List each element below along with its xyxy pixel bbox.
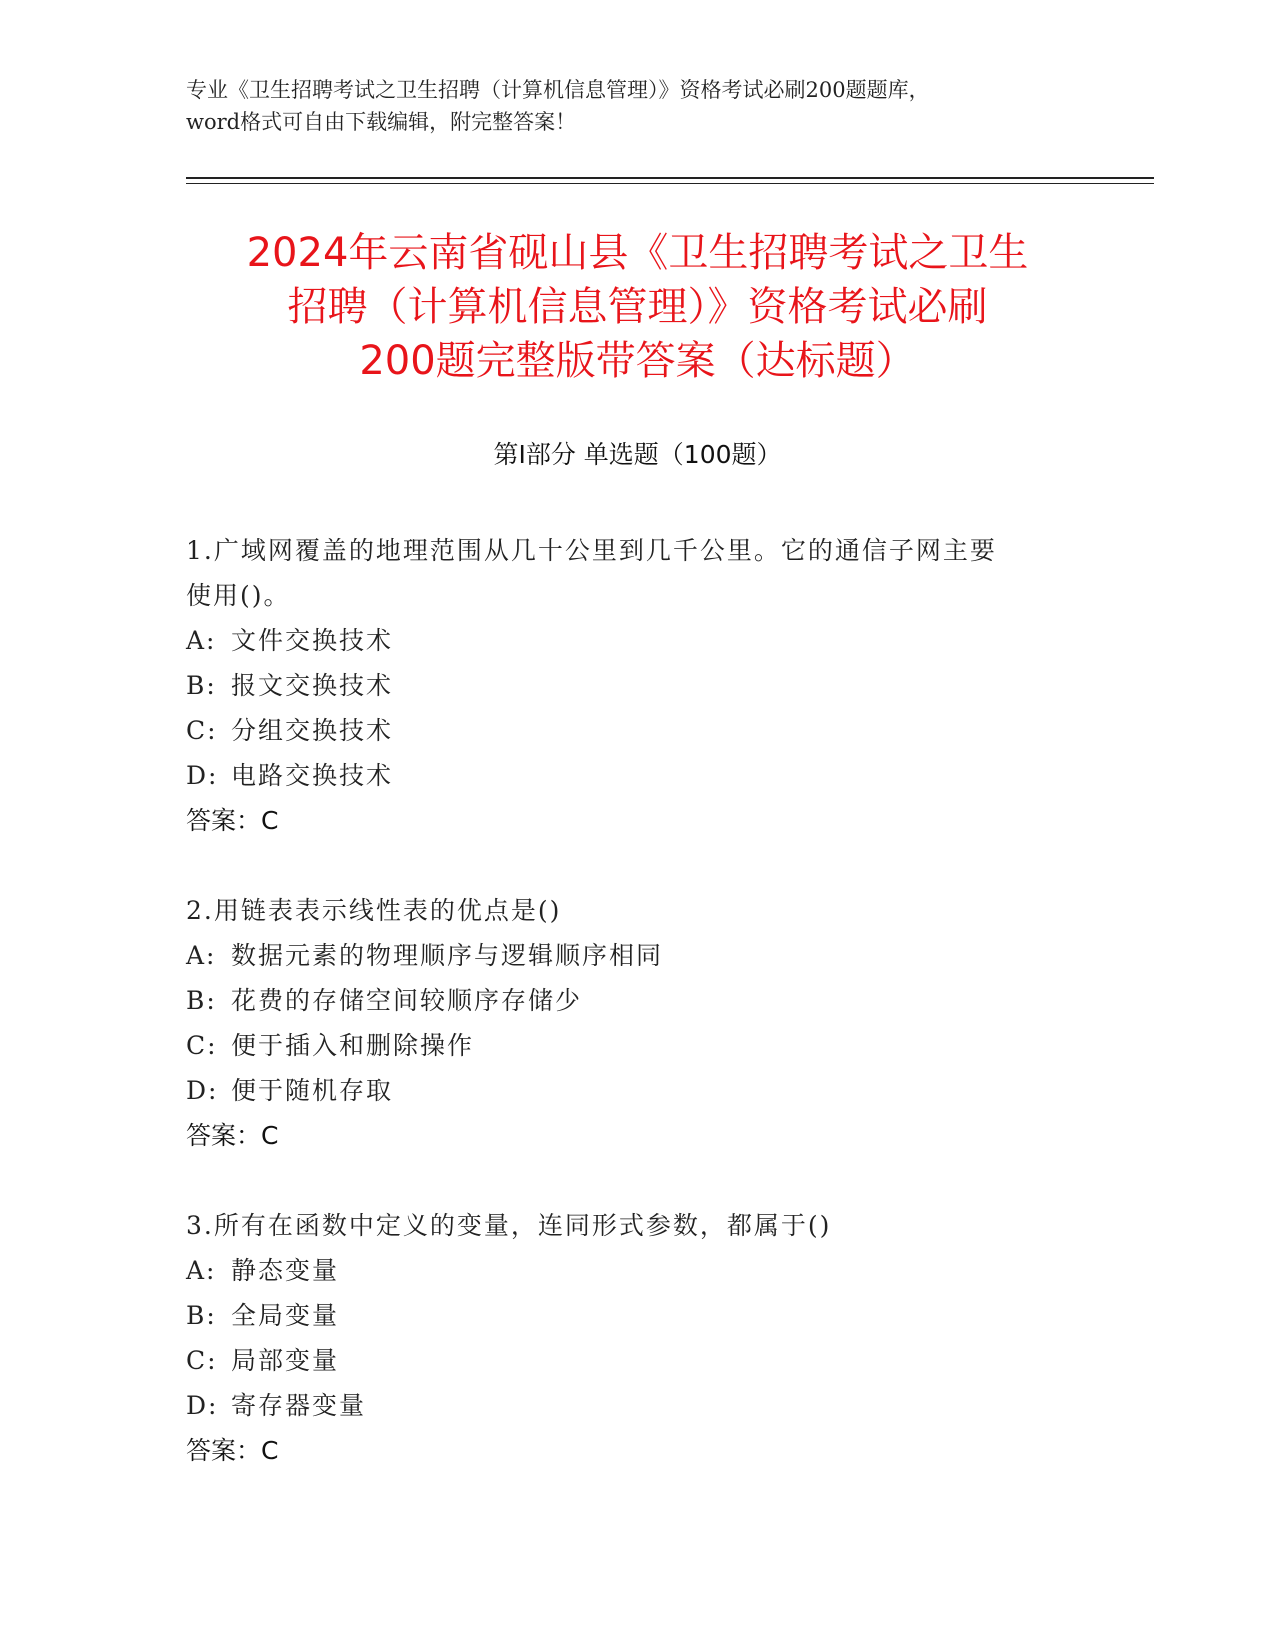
question-3 bbox=[186, 1203, 1066, 1473]
title-line-3: 200题完整版带答案（达标题） bbox=[359, 338, 916, 384]
question-stem: 1.广域网覆盖的地理范围从几十公里到几千公里。它的通信子网主要 bbox=[186, 536, 997, 565]
header-note-line-1: 专业《卫生招聘考试之卫生招聘（计算机信息管理）》资格考试必刷200题题库， bbox=[186, 78, 930, 102]
question-stem: 2.用链表表示线性表的优点是() bbox=[186, 896, 562, 925]
option-c bbox=[186, 708, 1066, 753]
question-stem: 3.所有在函数中定义的变量，连同形式参数，都属于() bbox=[186, 1211, 832, 1240]
option-text: 静态变量 bbox=[231, 1256, 340, 1285]
option-letter: C: bbox=[186, 1031, 218, 1060]
section-heading: 第Ⅰ部分 单选题（100题） bbox=[493, 440, 782, 469]
answer-line: 答案：C bbox=[186, 1121, 279, 1150]
option-text: 电路交换技术 bbox=[231, 761, 394, 790]
option-letter: A: bbox=[186, 941, 217, 970]
option-c bbox=[186, 1023, 1066, 1068]
header-note-line-2: word格式可自由下载编辑，附完整答案！ bbox=[186, 110, 577, 134]
option-text: 数据元素的物理顺序与逻辑顺序相同 bbox=[231, 941, 664, 970]
option-text: 局部变量 bbox=[231, 1346, 340, 1375]
question-stem-continued: 使用()。 bbox=[186, 581, 291, 610]
option-letter: A: bbox=[186, 1256, 217, 1285]
option-a bbox=[186, 1248, 1066, 1293]
option-c bbox=[186, 1338, 1066, 1383]
option-letter: A: bbox=[186, 626, 217, 655]
option-text: 花费的存储空间较顺序存储少 bbox=[231, 986, 583, 1015]
option-text: 便于插入和删除操作 bbox=[231, 1031, 475, 1060]
question-1 bbox=[186, 528, 1066, 843]
option-letter: D: bbox=[186, 1076, 219, 1105]
option-letter: C: bbox=[186, 716, 218, 745]
option-text: 报文交换技术 bbox=[231, 671, 394, 700]
option-d bbox=[186, 1068, 1066, 1113]
option-text: 分组交换技术 bbox=[231, 716, 394, 745]
title-line-1: 2024年云南省砚山县《卫生招聘考试之卫生 bbox=[246, 230, 1029, 276]
question-list bbox=[186, 528, 1066, 1473]
option-letter: D: bbox=[186, 1391, 219, 1420]
option-letter: B: bbox=[186, 986, 217, 1015]
answer-line: 答案：C bbox=[186, 1436, 279, 1465]
option-a bbox=[186, 618, 1066, 663]
document-title bbox=[150, 226, 1125, 388]
option-d bbox=[186, 1383, 1066, 1428]
answer-line: 答案：C bbox=[186, 806, 279, 835]
option-letter: C: bbox=[186, 1346, 218, 1375]
option-b bbox=[186, 978, 1066, 1023]
option-letter: D: bbox=[186, 761, 219, 790]
option-text: 文件交换技术 bbox=[231, 626, 394, 655]
option-d bbox=[186, 753, 1066, 798]
option-text: 便于随机存取 bbox=[231, 1076, 394, 1105]
option-text: 寄存器变量 bbox=[231, 1391, 367, 1420]
option-letter: B: bbox=[186, 1301, 217, 1330]
option-a bbox=[186, 933, 1066, 978]
header-note bbox=[186, 74, 1086, 138]
title-line-2: 招聘（计算机信息管理）》资格考试必刷 bbox=[287, 284, 988, 330]
header-divider-thin bbox=[186, 183, 1154, 184]
option-letter: B: bbox=[186, 671, 217, 700]
option-b bbox=[186, 663, 1066, 708]
header-divider-thick bbox=[186, 177, 1154, 179]
option-text: 全局变量 bbox=[231, 1301, 340, 1330]
question-2 bbox=[186, 888, 1066, 1158]
option-b bbox=[186, 1293, 1066, 1338]
